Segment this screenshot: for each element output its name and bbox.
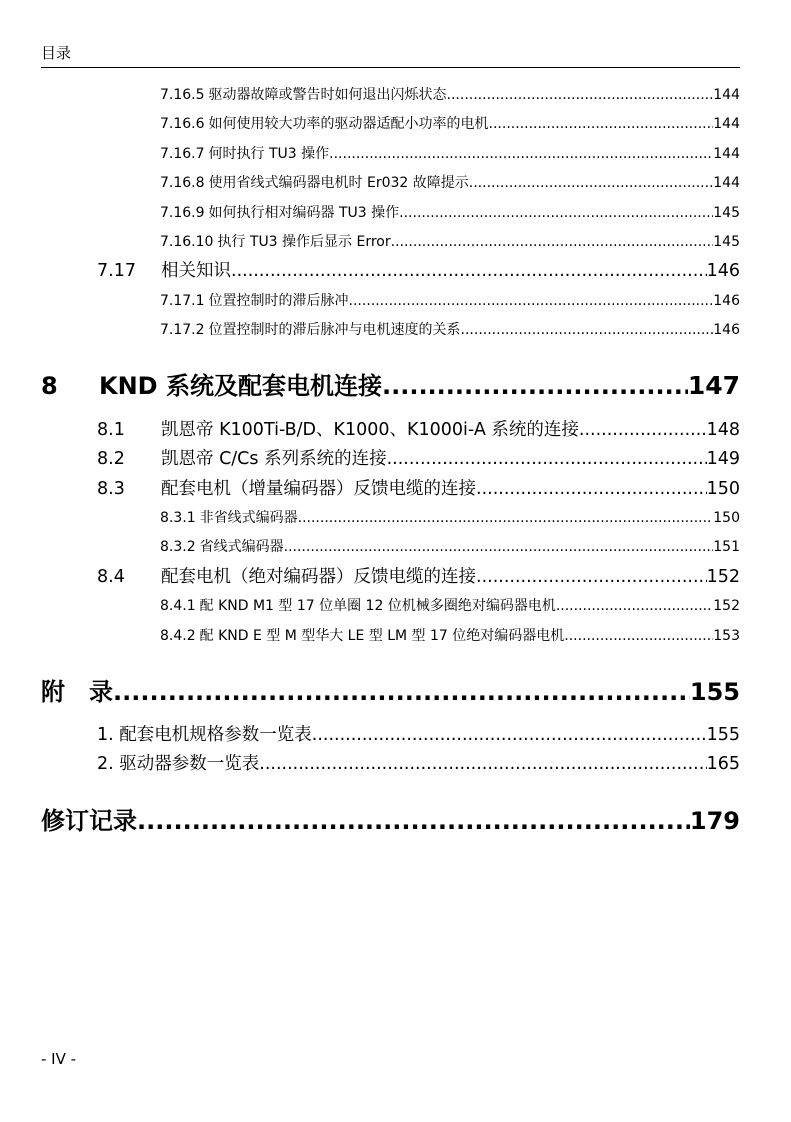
toc-section-number: 8.4 xyxy=(97,567,125,587)
toc-entry-title: 驱动器故障或警告时如何退出闪烁状态 xyxy=(208,87,447,103)
toc-entry-title: 省线式编码器 xyxy=(199,539,284,555)
toc-entry[interactable] xyxy=(160,626,740,646)
toc-section-number: 8.1 xyxy=(97,420,125,440)
toc-entry-number: 7.17.2 xyxy=(160,322,205,338)
toc-entry-number: 7.16.10 xyxy=(160,234,214,250)
toc-entry[interactable] xyxy=(160,114,740,134)
toc-entry-number: 7.16.8 xyxy=(160,175,205,191)
dot-leader xyxy=(476,565,707,589)
toc-entry[interactable] xyxy=(160,232,740,252)
toc-entry-page: 144 xyxy=(713,146,740,162)
toc-entry[interactable] xyxy=(160,203,740,223)
toc-chapter-number: 8 xyxy=(41,372,58,400)
toc-entry[interactable] xyxy=(160,508,740,528)
toc-entry-page: 146 xyxy=(713,293,740,309)
toc-section-title: 凯恩帝 K100Ti-B/D、K1000、K1000i-A 系统的连接 xyxy=(161,420,579,440)
toc-entry[interactable] xyxy=(160,320,740,340)
toc-section[interactable] xyxy=(97,565,740,589)
toc-section-page: 148 xyxy=(706,420,740,440)
toc-entry-page: 144 xyxy=(713,87,740,103)
dot-leader xyxy=(312,723,707,747)
toc-section-title: 1. 配套电机规格参数一览表 xyxy=(97,725,312,745)
toc-entry-number: 7.17.1 xyxy=(160,293,205,309)
toc-chapter-title: KND 系统及配套电机连接 xyxy=(99,372,382,400)
page-header-title: 目录 xyxy=(41,44,72,62)
dot-leader xyxy=(399,203,713,223)
dot-leader xyxy=(298,508,714,528)
toc-section[interactable] xyxy=(97,752,740,776)
page-number: - IV - xyxy=(41,1050,77,1068)
dot-leader xyxy=(231,259,707,283)
dot-leader xyxy=(137,804,690,838)
toc-section-title: 配套电机（增量编码器）反馈电缆的连接 xyxy=(161,479,476,499)
dot-leader xyxy=(349,291,714,311)
toc-entry[interactable] xyxy=(160,596,740,616)
toc-section-page: 165 xyxy=(706,754,740,774)
toc-entry-page: 145 xyxy=(713,234,740,250)
dot-leader xyxy=(391,232,714,252)
toc-entry-page: 145 xyxy=(713,205,740,221)
toc-entry-page: 146 xyxy=(713,322,740,338)
toc-entry-title: 执行 TU3 操作后显示 Error xyxy=(217,234,391,250)
toc-section-title: 配套电机（绝对编码器）反馈电缆的连接 xyxy=(161,567,476,587)
toc-entry-page: 150 xyxy=(713,510,740,526)
dot-leader xyxy=(113,675,690,709)
toc-entry-page: 153 xyxy=(713,628,740,644)
toc-section[interactable] xyxy=(97,477,740,501)
dot-leader xyxy=(469,173,714,193)
dot-leader xyxy=(461,320,714,340)
header-divider xyxy=(41,67,740,68)
toc-chapter-page: 155 xyxy=(689,678,740,706)
toc-entry-title: 使用省线式编码器电机时 Er032 故障提示 xyxy=(208,175,469,191)
toc-chapter[interactable] xyxy=(41,675,740,709)
dot-leader xyxy=(259,752,706,776)
dot-leader xyxy=(564,626,713,646)
toc-entry-number: 7.16.6 xyxy=(160,116,205,132)
toc-section-page: 152 xyxy=(706,567,740,587)
toc-chapter-page: 179 xyxy=(689,807,740,835)
dot-leader xyxy=(556,596,713,616)
toc-chapter-page: 147 xyxy=(687,371,740,400)
dot-leader xyxy=(447,85,714,105)
toc-entry-title: 配 KND E 型 M 型华大 LE 型 LM 型 17 位绝对编码器电机 xyxy=(199,628,565,644)
toc-section[interactable] xyxy=(97,259,740,283)
toc-section-title: 凯恩帝 C/Cs 系列系统的连接 xyxy=(161,449,387,469)
toc-entry-title: 如何执行相对编码器 TU3 操作 xyxy=(208,205,400,221)
toc-chapter[interactable] xyxy=(41,369,740,403)
toc-entry-page: 151 xyxy=(713,539,740,555)
toc-entry-title: 如何使用较大功率的驱动器适配小功率的电机 xyxy=(208,116,489,132)
toc-entry-number: 7.16.5 xyxy=(160,87,205,103)
dot-leader xyxy=(489,114,714,134)
toc-section-number: 7.17 xyxy=(97,261,136,281)
toc-entry[interactable] xyxy=(160,537,740,557)
dot-leader xyxy=(329,144,713,164)
dot-leader xyxy=(476,477,707,501)
toc-entry-number: 8.3.2 xyxy=(160,539,196,555)
toc-section-title: 相关知识 xyxy=(161,261,231,281)
toc-chapter[interactable] xyxy=(41,804,740,838)
toc-section-page: 149 xyxy=(706,449,740,469)
dot-leader xyxy=(387,447,707,471)
toc-entry-page: 144 xyxy=(713,175,740,191)
toc-entry-title: 位置控制时的滞后脉冲与电机速度的关系 xyxy=(208,322,461,338)
toc-entry[interactable] xyxy=(160,144,740,164)
toc-entry[interactable] xyxy=(160,85,740,105)
toc-entry-title: 位置控制时的滞后脉冲 xyxy=(208,293,349,309)
dot-leader xyxy=(579,418,707,442)
toc-section-page: 146 xyxy=(706,261,740,281)
toc-entry-number: 7.16.9 xyxy=(160,205,205,221)
dot-leader xyxy=(382,369,688,403)
toc-section-number: 8.2 xyxy=(97,449,125,469)
toc-section[interactable] xyxy=(97,418,740,442)
toc-entry-title: 非省线式编码器 xyxy=(199,510,298,526)
toc-entry-title: 何时执行 TU3 操作 xyxy=(208,146,330,162)
toc-section-page: 155 xyxy=(706,725,740,745)
toc-entry-number: 8.4.2 xyxy=(160,628,196,644)
toc-entry-page: 152 xyxy=(713,598,740,614)
toc-section-page: 150 xyxy=(706,479,740,499)
toc-section-title: 2. 驱动器参数一览表 xyxy=(97,754,260,774)
toc-chapter-title: 附 录 xyxy=(41,678,113,706)
toc-entry-title: 配 KND M1 型 17 位单圈 12 位机械多圈绝对编码器电机 xyxy=(199,598,556,614)
dot-leader xyxy=(284,537,714,557)
toc-entry-number: 8.3.1 xyxy=(160,510,196,526)
toc-section-number: 8.3 xyxy=(97,479,125,499)
toc-chapter-title: 修订记录 xyxy=(41,807,137,835)
toc-entry[interactable] xyxy=(160,291,740,311)
toc-entry-number: 7.16.7 xyxy=(160,146,205,162)
toc-entry-number: 8.4.1 xyxy=(160,598,196,614)
toc-section[interactable] xyxy=(97,447,740,471)
toc-entry-page: 144 xyxy=(713,116,740,132)
toc-entry[interactable] xyxy=(160,173,740,193)
toc-section[interactable] xyxy=(97,723,740,747)
